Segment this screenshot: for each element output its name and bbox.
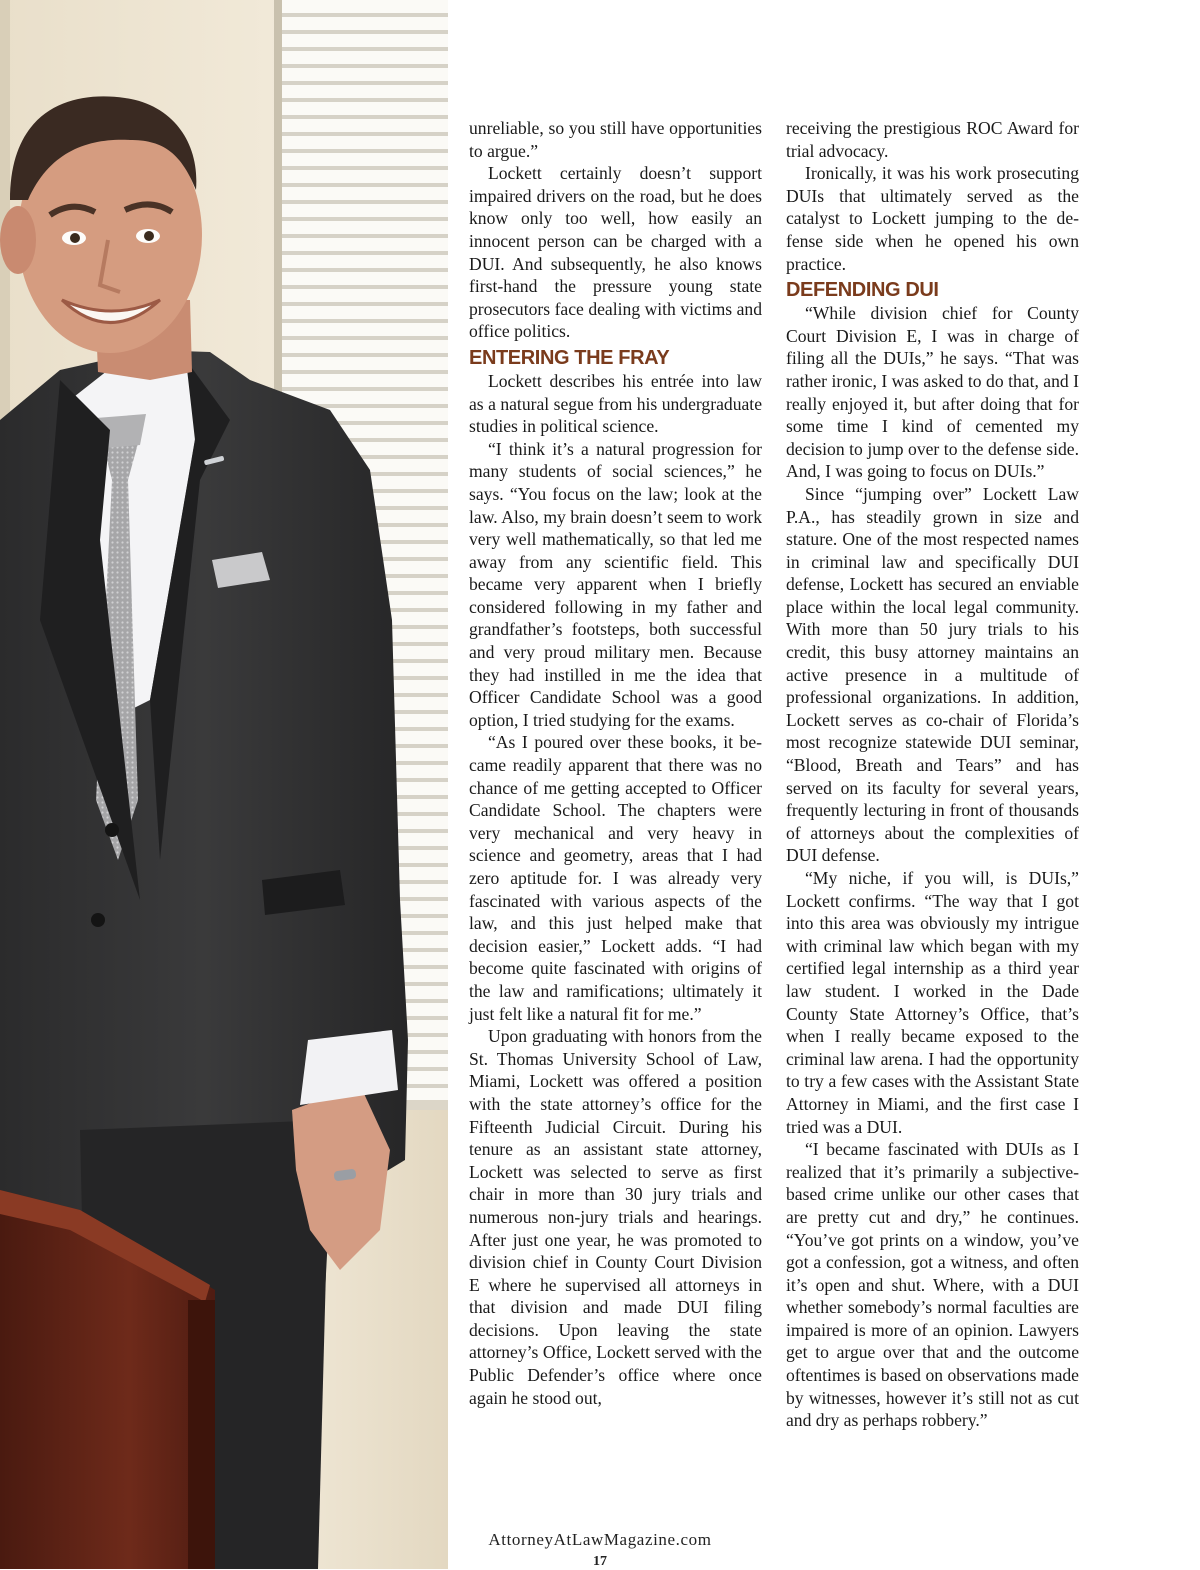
article-paragraph: Lockett certainly doesn’t support impaired drivers on the road, but he does know only too well, how easily an innocent person can be charged with a DUI. And subsequently, he also knows first-hand the pressure young state prosecutors face dealing with victims and office politics. bbox=[469, 163, 762, 342]
article-paragraph: “While division chief for County Court Division E, I was in charge of filing all the DUIs,” he says. “That was rather ironic, I was asked to do that, and I really enjoyed it, but after doing that for some time I kind of cemented my decision to jump over to the defense side. And, I was going to focus on DUIs.” bbox=[786, 303, 1079, 482]
footer-website[interactable]: AttorneyAtLawMagazine.com bbox=[488, 1530, 712, 1549]
article-paragraph: “I became fascinated with DUIs as I realized that it’s primarily a subjective-based crime unlike our other cases that are pretty cut and dry,” he continues. “You’ve got prints on a window, you’ve got a confession, got a witness, and often it’s open and shut. Where, with a DUI whether somebody’s normal faculties are impaired is more of an opinion. Lawyers get to argue over that and the outcome oftentimes is based on observations made by witnesses, however it’s still not as cut and dry as perhaps robbery.” bbox=[786, 1139, 1079, 1431]
article-paragraph: Since “jumping over” Lockett Law P.A., has steadily grown in size and stature. One of the most respected names in criminal law and specifically DUI defense, Lockett has secured an enviable place within the local legal community. With more than 50 jury trials to his credit, this busy attorney maintains an active presence in a multitude of professional organizations. In addition, Lockett serves as co-chair of Florida’s most recognize statewide DUI seminar, “Blood, Breath and Tears” and has served on its faculty for several years, frequently lecturing in front of thousands of attorneys about the complexities of DUI defense. bbox=[786, 483, 1079, 866]
section-heading: ENTERING THE FRAY bbox=[469, 346, 670, 369]
article-paragraph: “As I poured over these books, it became readily apparent that there was no chance of me getting accepted to Officer Candidate School. The chapters were very mechanical and very heavy in science and geometry, areas that I had zero aptitude for. I was already very fascinated with various aspects of the law, and this just helped make that decision easier,” Lockett adds. “I had become quite fascinated with origins of the law and ramifications; ultimately it just felt like a natural fit for me.” bbox=[469, 732, 762, 1024]
article-paragraph: “My niche, if you will, is DUIs,” Lockett confirms. “The way that I got into this area was obviously my intrigue with criminal law which began with my certified legal internship as a third year law student. I worked in the Dade County State Attorney’s Office, that’s when I really became exposed to the criminal law arena. I had the opportunity to try a few cases with the Assistant State Attorney in Miami, and the first case I tried was a DUI. bbox=[786, 868, 1079, 1137]
article-paragraph: “I think it’s a natural progression for many students of social sciences,” he says. “You focus on the law; look at the law. Also, my brain doesn’t seem to work very well mathematically, so that led me away from any scientific field. This became very apparent when I briefly considered following in my father and grandfather’s footsteps, both successful and very proud military men. Because they had instilled in me the idea that Officer Candidate School was a good option, I tried studying for the exams. bbox=[469, 438, 762, 730]
portrait-photo bbox=[0, 0, 448, 1569]
article-paragraph: Ironically, it was his work prosecuting DUIs that ultimately served as the catalyst to Lockett jumping to the defense side when he opened his own practice. bbox=[786, 163, 1079, 274]
article-column-2 bbox=[786, 117, 1079, 1432]
article-paragraph: Lockett describes his entrée into law as a natural segue from his undergraduate studies in political science. bbox=[469, 370, 762, 437]
section-heading: DEFENDING DUI bbox=[786, 279, 939, 302]
article-paragraph: receiving the prestigious ROC Award for trial advocacy. bbox=[786, 118, 1079, 161]
article-paragraph: Upon graduating with honors from the St. Thomas University School of Law, Miami, Lockett was offered a position with the state attorney’s office for the Fifteenth Judicial Circuit. During his tenure as an assistant state attorney, Lockett was selected to serve as first chair in more than 30 jury trials and numerous non-jury trials and hearings. After just one year, he was promoted to division chief in County Court Division E where he supervised all attorneys in that division and made DUI filing decisions. Upon leaving the state attorney’s Office, Lockett served with the Public Defender’s office where once again he stood out, bbox=[469, 1026, 762, 1408]
article-paragraph: unreliable, so you still have opportunities to argue.” bbox=[469, 118, 762, 161]
page-number: 17 bbox=[593, 1554, 607, 1569]
article-column-1 bbox=[469, 117, 762, 1409]
